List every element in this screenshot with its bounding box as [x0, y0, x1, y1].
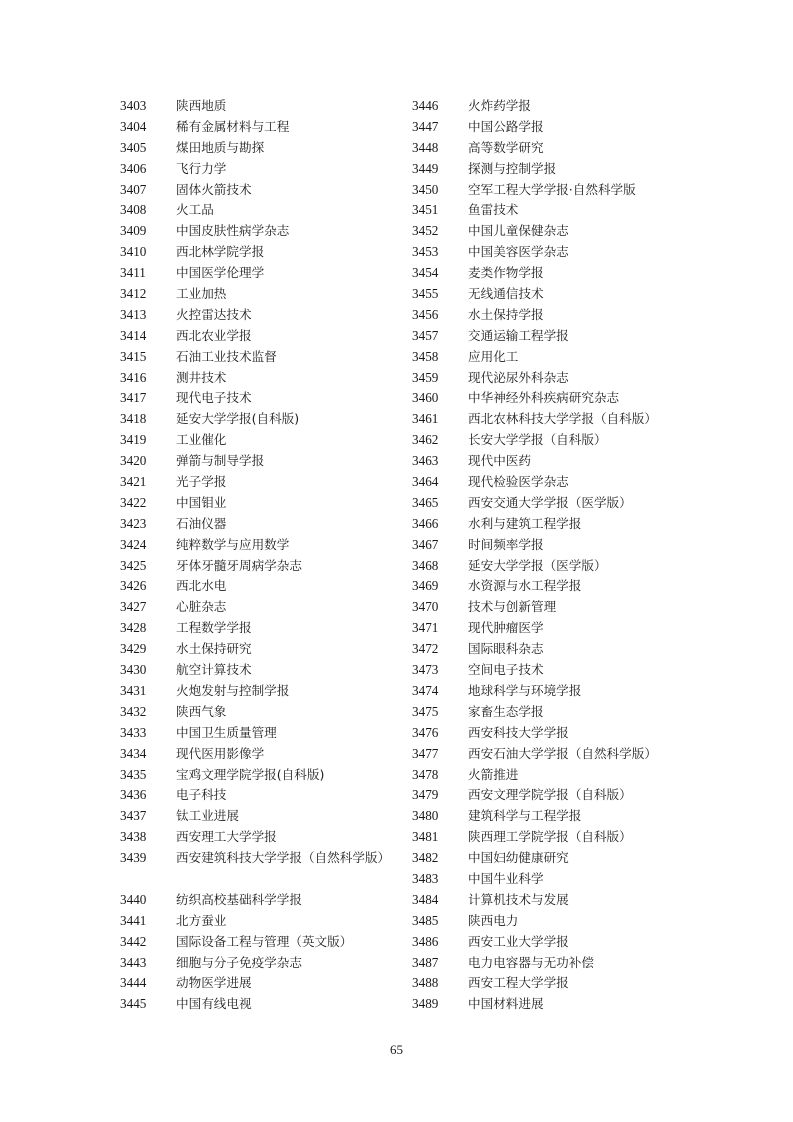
journal-title: 中国皮肤性病学杂志 — [176, 223, 290, 239]
journal-title: 交通运输工程学报 — [468, 327, 569, 343]
journal-number: 3460 — [412, 390, 439, 406]
journal-title: 现代检验医学杂志 — [468, 474, 569, 490]
journal-number: 3422 — [120, 494, 147, 510]
journal-row — [120, 242, 400, 263]
journal-row — [120, 806, 400, 827]
journal-row — [120, 200, 400, 221]
journal-title: 火箭推进 — [468, 766, 519, 782]
journal-number: 3441 — [120, 912, 147, 928]
journal-row — [412, 242, 712, 263]
journal-row — [120, 744, 400, 765]
journal-title: 中国美容医学杂志 — [468, 244, 569, 260]
journal-title: 中国材料进展 — [468, 996, 544, 1012]
journal-number: 3407 — [120, 181, 147, 197]
journal-title: 鱼雷技术 — [468, 202, 519, 218]
journal-row — [120, 765, 400, 786]
journal-title: 宝鸡文理学院学报(自科版) — [176, 766, 325, 782]
journal-title: 现代肿瘤医学 — [468, 620, 544, 636]
journal-title: 陕西地质 — [176, 98, 227, 113]
journal-row — [120, 576, 400, 597]
journal-row — [412, 284, 712, 305]
journal-title: 长安大学学报（自科版） — [468, 432, 607, 448]
journal-number: 3467 — [412, 536, 439, 552]
journal-title: 中国儿童保健杂志 — [468, 223, 569, 239]
journal-row — [412, 953, 712, 974]
journal-row — [412, 388, 712, 409]
journal-number: 3449 — [412, 160, 439, 176]
journal-title: 固体火箭技术 — [176, 181, 252, 197]
journal-title: 中国公路学报 — [468, 118, 544, 134]
journal-title: 时间频率学报 — [468, 536, 544, 552]
journal-number: 3446 — [412, 98, 439, 113]
journal-row — [412, 138, 712, 159]
journal-title: 细胞与分子免疫学杂志 — [176, 954, 302, 970]
journal-number: 3406 — [120, 160, 147, 176]
journal-row — [120, 723, 400, 744]
journal-row — [120, 932, 400, 953]
journal-number: 3412 — [120, 286, 147, 302]
journal-number: 3451 — [412, 202, 439, 218]
journal-title: 水利与建筑工程学报 — [468, 515, 582, 531]
journal-title: 火炮发射与控制学报 — [176, 682, 290, 698]
journal-row — [412, 451, 712, 472]
journal-number: 3475 — [412, 703, 439, 719]
journal-number: 3426 — [120, 578, 147, 594]
journal-row — [412, 890, 712, 911]
journal-number: 3409 — [120, 223, 147, 239]
journal-row — [120, 953, 400, 974]
journal-title: 建筑科学与工程学报 — [468, 808, 582, 824]
journal-row — [412, 576, 712, 597]
journal-title: 水资源与水工程学报 — [468, 578, 582, 594]
journal-title: 国际眼科杂志 — [468, 641, 544, 657]
journal-title: 纯粹数学与应用数学 — [176, 536, 290, 552]
journal-number: 3459 — [412, 369, 439, 385]
journal-title: 水土保持研究 — [176, 641, 252, 657]
journal-title: 火工品 — [176, 202, 214, 218]
journal-number: 3419 — [120, 432, 147, 448]
journal-number: 3440 — [120, 891, 147, 907]
journal-row — [412, 430, 712, 451]
journal-title: 延安大学学报（医学版） — [468, 557, 607, 573]
journal-number: 3455 — [412, 286, 439, 302]
journal-number: 3424 — [120, 536, 147, 552]
journal-row — [120, 472, 400, 493]
journal-row — [120, 368, 400, 389]
journal-number: 3431 — [120, 682, 147, 698]
journal-row — [120, 660, 400, 681]
journal-number: 3472 — [412, 641, 439, 657]
journal-number: 3453 — [412, 244, 439, 260]
journal-title: 西安交通大学学报（医学版） — [468, 494, 632, 510]
journal-number: 3481 — [412, 829, 439, 845]
journal-number: 3489 — [412, 996, 439, 1012]
journal-row — [412, 744, 712, 765]
journal-row — [120, 117, 400, 138]
journal-row — [120, 263, 400, 284]
journal-number: 3484 — [412, 891, 439, 907]
journal-row — [120, 159, 400, 180]
journal-title: 北方蚕业 — [176, 912, 227, 928]
journal-title: 西北水电 — [176, 578, 227, 594]
journal-number: 3476 — [412, 724, 439, 740]
journal-number: 3429 — [120, 641, 147, 657]
journal-row — [120, 702, 400, 723]
journal-title: 纺织高校基础科学学报 — [176, 891, 302, 907]
journal-row — [412, 618, 712, 639]
journal-title: 光子学报 — [176, 474, 227, 490]
journal-title: 中国妇幼健康研究 — [468, 850, 569, 866]
journal-row — [412, 932, 712, 953]
journal-row — [120, 618, 400, 639]
journal-row — [412, 911, 712, 932]
journal-number: 3471 — [412, 620, 439, 636]
journal-number: 3450 — [412, 181, 439, 197]
journal-number: 3443 — [120, 954, 147, 970]
journal-number: 3435 — [120, 766, 147, 782]
journal-number: 3428 — [120, 620, 147, 636]
journal-title: 现代泌尿外科杂志 — [468, 369, 569, 385]
journal-title: 西北农业学报 — [176, 327, 252, 343]
journal-row — [412, 660, 712, 681]
journal-row — [412, 639, 712, 660]
journal-title: 地球科学与环境学报 — [468, 682, 582, 698]
right-journal-list — [412, 96, 712, 1015]
journal-row — [412, 702, 712, 723]
journal-title: 无线通信技术 — [468, 286, 544, 302]
journal-row — [412, 806, 712, 827]
journal-row — [412, 159, 712, 180]
journal-row — [120, 326, 400, 347]
journal-row — [120, 597, 400, 618]
journal-row — [412, 326, 712, 347]
journal-number: 3469 — [412, 578, 439, 594]
journal-title: 西安理工大学学报 — [176, 829, 277, 845]
journal-title: 飞行力学 — [176, 160, 227, 176]
journal-number: 3458 — [412, 348, 439, 364]
journal-title: 空间电子技术 — [468, 662, 544, 678]
journal-number: 3480 — [412, 808, 439, 824]
journal-number: 3438 — [120, 829, 147, 845]
journal-title: 水土保持学报 — [468, 306, 544, 322]
journal-number: 3452 — [412, 223, 439, 239]
journal-number: 3447 — [412, 118, 439, 134]
journal-row — [120, 556, 400, 577]
journal-title: 石油仪器 — [176, 515, 227, 531]
journal-number: 3411 — [120, 265, 146, 281]
journal-row — [120, 535, 400, 556]
journal-title: 中国牛业科学 — [468, 870, 544, 886]
journal-title: 煤田地质与勘探 — [176, 139, 265, 155]
journal-number: 3457 — [412, 327, 439, 343]
journal-title: 中国卫生质量管理 — [176, 724, 277, 740]
journal-title: 计算机技术与发展 — [468, 891, 569, 907]
journal-title: 西北农林科技大学学报（自科版） — [468, 411, 657, 427]
journal-row — [120, 994, 400, 1015]
journal-number: 3436 — [120, 787, 147, 803]
journal-row — [412, 723, 712, 744]
journal-row — [412, 472, 712, 493]
journal-title: 陕西电力 — [468, 912, 519, 928]
journal-row — [412, 681, 712, 702]
journal-number: 3461 — [412, 411, 439, 427]
journal-row — [412, 263, 712, 284]
journal-number: 3478 — [412, 766, 439, 782]
journal-number: 3473 — [412, 662, 439, 678]
journal-number: 3423 — [120, 515, 147, 531]
journal-title: 火控雷达技术 — [176, 306, 252, 322]
journal-title: 陕西理工学院学报（自科版） — [468, 829, 632, 845]
journal-row — [120, 639, 400, 660]
journal-number: 3408 — [120, 202, 147, 218]
journal-number: 3445 — [120, 996, 147, 1012]
journal-row — [120, 451, 400, 472]
journal-number: 3413 — [120, 306, 147, 322]
journal-row — [412, 827, 712, 848]
journal-title: 稀有金属材料与工程 — [176, 118, 290, 134]
journal-title: 石油工业技术监督 — [176, 348, 277, 364]
journal-title: 西安文理学院学报（自科版） — [468, 787, 632, 803]
journal-title: 现代电子技术 — [176, 390, 252, 406]
journal-number: 3485 — [412, 912, 439, 928]
journal-title: 电力电容器与无功补偿 — [468, 954, 594, 970]
journal-number: 3434 — [120, 745, 147, 761]
journal-title: 西安建筑科技大学学报（自然科学版） — [176, 850, 391, 866]
journal-number: 3427 — [120, 599, 147, 615]
journal-title: 高等数学研究 — [468, 139, 544, 155]
journal-number: 3432 — [120, 703, 147, 719]
journal-row — [412, 785, 712, 806]
journal-row — [412, 765, 712, 786]
journal-title: 中华神经外科疾病研究杂志 — [468, 390, 620, 406]
journal-row — [120, 305, 400, 326]
journal-title: 西北林学院学报 — [176, 244, 265, 260]
journal-number: 3456 — [412, 306, 439, 322]
journal-row — [120, 973, 400, 994]
journal-number: 3403 — [120, 98, 147, 113]
journal-title: 工程数学学报 — [176, 620, 252, 636]
journal-number: 3488 — [412, 975, 439, 991]
journal-row — [120, 890, 400, 911]
journal-number: 3477 — [412, 745, 439, 761]
journal-number: 3420 — [120, 453, 147, 469]
journal-number: 3405 — [120, 139, 147, 155]
journal-number: 3482 — [412, 850, 439, 866]
journal-number: 3470 — [412, 599, 439, 615]
journal-row — [120, 138, 400, 159]
journal-number: 3454 — [412, 265, 439, 281]
journal-number: 3466 — [412, 515, 439, 531]
journal-title: 西安工程大学学报 — [468, 975, 569, 991]
journal-title: 应用化工 — [468, 348, 519, 364]
journal-number: 3474 — [412, 682, 439, 698]
journal-row — [120, 785, 400, 806]
journal-row — [412, 848, 712, 869]
journal-number: 3418 — [120, 411, 147, 427]
journal-number: 3442 — [120, 933, 147, 949]
journal-row — [412, 869, 712, 890]
journal-title: 电子科技 — [176, 787, 227, 803]
journal-number: 3448 — [412, 139, 439, 155]
journal-number: 3463 — [412, 453, 439, 469]
journal-title: 现代中医药 — [468, 453, 531, 469]
journal-row — [412, 493, 712, 514]
journal-title: 动物医学进展 — [176, 975, 252, 991]
journal-number: 3483 — [412, 870, 439, 886]
journal-number: 3425 — [120, 557, 147, 573]
journal-number: 3479 — [412, 787, 439, 803]
journal-title: 国际设备工程与管理（英文版） — [176, 933, 353, 949]
journal-title: 延安大学学报(自科版) — [176, 411, 300, 427]
journal-number: 3439 — [120, 850, 147, 866]
journal-title: 测井技术 — [176, 369, 227, 385]
journal-number: 3464 — [412, 474, 439, 490]
journal-row — [412, 305, 712, 326]
journal-title: 中国医学伦理学 — [176, 265, 265, 281]
journal-row — [412, 409, 712, 430]
journal-title: 探测与控制学报 — [468, 160, 557, 176]
journal-row — [412, 200, 712, 221]
journal-title: 西安科技大学学报 — [468, 724, 569, 740]
journal-row — [412, 221, 712, 242]
journal-row — [412, 597, 712, 618]
journal-number: 3417 — [120, 390, 147, 406]
journal-title: 牙体牙髓牙周病学杂志 — [176, 557, 302, 573]
journal-number: 3465 — [412, 494, 439, 510]
journal-number: 3416 — [120, 369, 147, 385]
journal-row — [412, 994, 712, 1015]
journal-row — [120, 347, 400, 368]
page-number: 65 — [390, 1042, 403, 1057]
journal-title: 工业加热 — [176, 286, 227, 302]
left-journal-list — [120, 96, 400, 1015]
journal-number: 3444 — [120, 975, 147, 991]
journal-title: 西安工业大学学报 — [468, 933, 569, 949]
journal-title: 中国钼业 — [176, 494, 227, 510]
journal-row — [412, 973, 712, 994]
journal-row — [412, 556, 712, 577]
journal-number: 3487 — [412, 954, 439, 970]
journal-title: 弹箭与制导学报 — [176, 453, 265, 469]
journal-number: 3430 — [120, 662, 147, 678]
journal-title: 钛工业进展 — [176, 808, 239, 824]
journal-number: 3468 — [412, 557, 439, 573]
journal-title: 家畜生态学报 — [468, 703, 544, 719]
journal-title: 西安石油大学学报（自然科学版） — [468, 745, 657, 761]
journal-row — [412, 96, 712, 117]
journal-row — [412, 117, 712, 138]
journal-row — [120, 180, 400, 201]
journal-number: 3414 — [120, 327, 147, 343]
journal-row — [120, 221, 400, 242]
journal-title: 火炸药学报 — [468, 98, 531, 113]
journal-row — [120, 848, 400, 890]
journal-row — [120, 493, 400, 514]
journal-number: 3415 — [120, 348, 147, 364]
journal-row — [120, 514, 400, 535]
journal-title: 中国有线电视 — [176, 996, 252, 1012]
journal-row — [120, 827, 400, 848]
journal-title: 麦类作物学报 — [468, 265, 544, 281]
journal-row — [120, 284, 400, 305]
journal-row — [120, 388, 400, 409]
journal-title: 工业催化 — [176, 432, 227, 448]
journal-row — [120, 911, 400, 932]
journal-row — [120, 96, 400, 117]
journal-title: 陕西气象 — [176, 703, 227, 719]
journal-title: 空军工程大学学报·自然科学版 — [468, 181, 636, 197]
journal-row — [412, 535, 712, 556]
journal-row — [412, 180, 712, 201]
journal-title: 航空计算技术 — [176, 662, 252, 678]
journal-row — [412, 514, 712, 535]
journal-title: 心脏杂志 — [176, 599, 227, 615]
journal-number: 3421 — [120, 474, 147, 490]
journal-number: 3437 — [120, 808, 147, 824]
journal-row — [120, 430, 400, 451]
journal-number: 3486 — [412, 933, 439, 949]
journal-row — [412, 368, 712, 389]
journal-row — [412, 347, 712, 368]
journal-number: 3462 — [412, 432, 439, 448]
journal-row — [120, 409, 400, 430]
journal-number: 3433 — [120, 724, 147, 740]
journal-title: 现代医用影像学 — [176, 745, 265, 761]
journal-title: 技术与创新管理 — [468, 599, 557, 615]
journal-number: 3410 — [120, 244, 147, 260]
journal-number: 3404 — [120, 118, 147, 134]
journal-row — [120, 681, 400, 702]
